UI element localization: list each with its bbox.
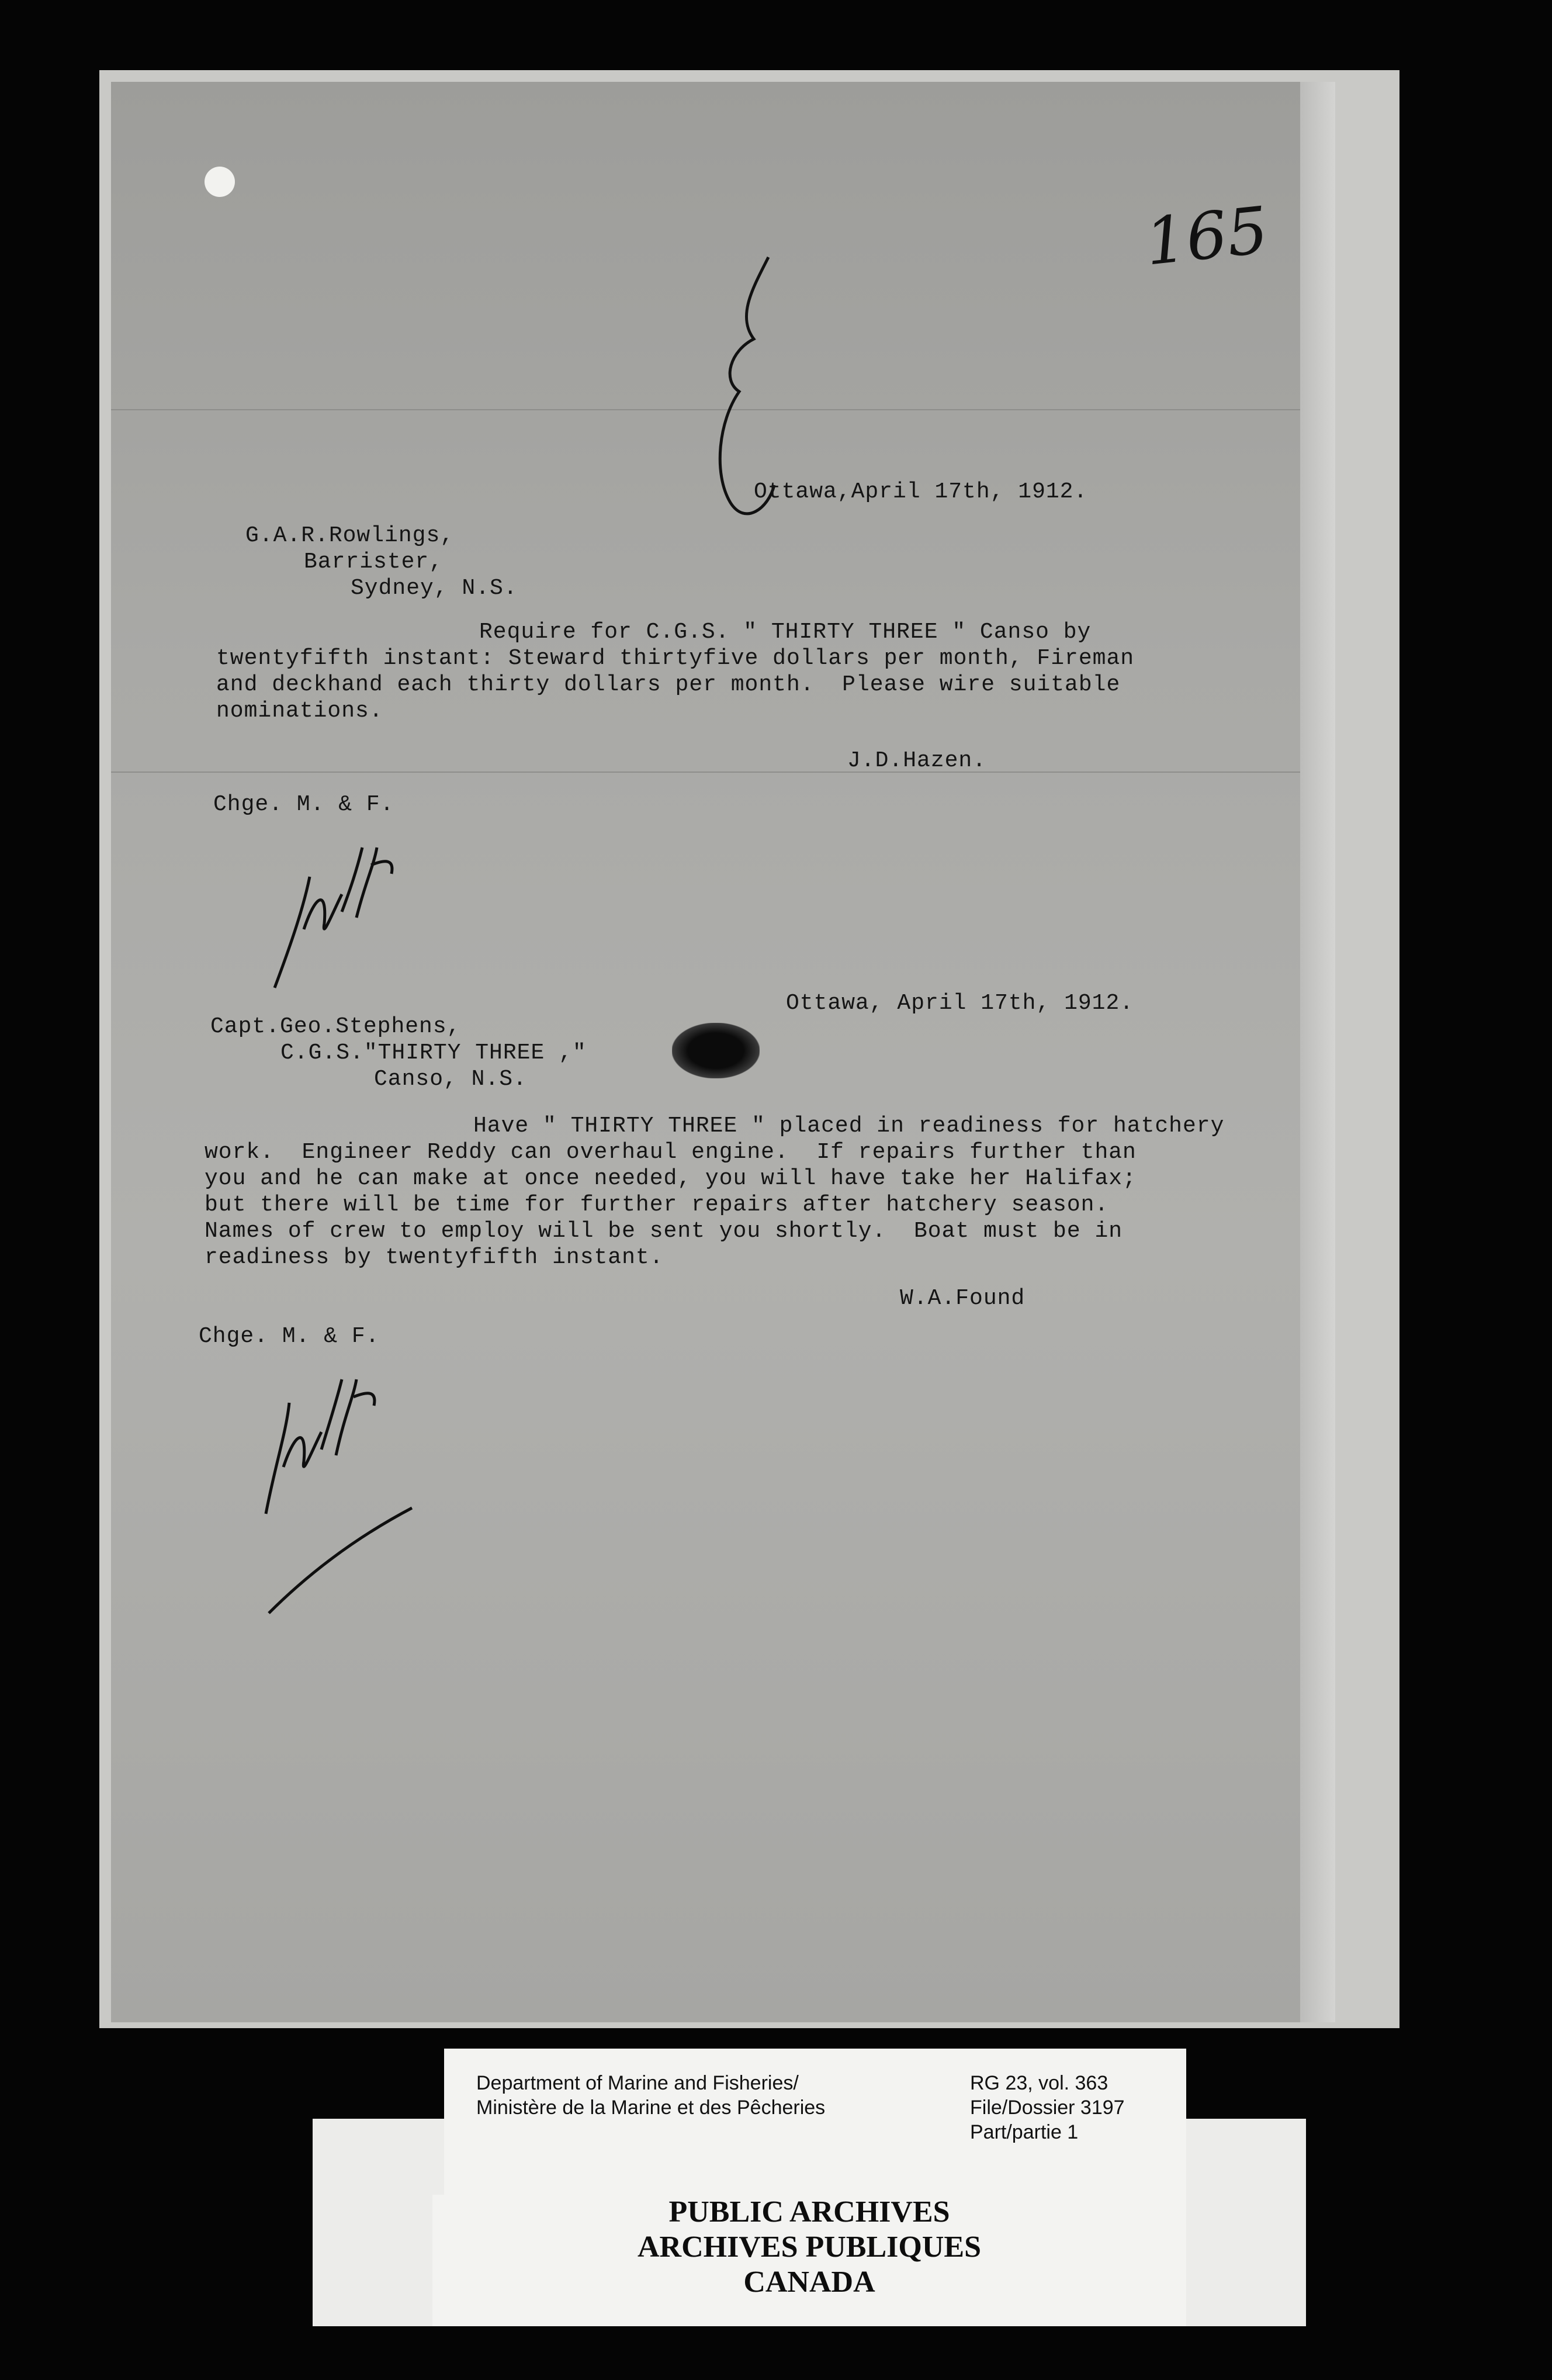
letter2-body-line: you and he can make at once needed, you will have take her Halifax; xyxy=(205,1166,1137,1191)
folio-number: 165 xyxy=(1141,192,1272,280)
letter1-signature: J.D.Hazen. xyxy=(847,748,987,773)
handwritten-initials xyxy=(269,824,421,999)
letter2-body-line: but there will be time for further repairs after hatchery season. xyxy=(205,1192,1109,1217)
letter1-address-line: Sydney, N.S. xyxy=(351,576,518,601)
document-page xyxy=(111,82,1300,2022)
letter1-body-line: and deckhand each thirty dollars per month. Please wire suitable xyxy=(216,672,1121,697)
letter2-signature: W.A.Found xyxy=(900,1286,1026,1311)
letter2-address-line: Canso, N.S. xyxy=(374,1067,527,1092)
letter1-charge: Chge. M. & F. xyxy=(213,792,394,817)
file-number: File/Dossier 3197 xyxy=(970,2097,1125,2119)
letter2-charge: Chge. M. & F. xyxy=(199,1324,380,1349)
letter2-body-line: readiness by twentyfifth instant. xyxy=(205,1245,664,1270)
letter2-body-line: work. Engineer Reddy can overhaul engine. If repairs further than xyxy=(205,1140,1137,1165)
department-name-en: Department of Marine and Fisheries/ xyxy=(476,2072,799,2094)
archives-stamp xyxy=(432,2195,1186,2326)
department-name-fr: Ministère de la Marine et des Pêcheries xyxy=(476,2097,826,2119)
record-group: RG 23, vol. 363 xyxy=(970,2072,1108,2094)
letter1-body-line: Require for C.G.S. " THIRTY THREE " Canso by xyxy=(479,620,1092,645)
letter1-address-line: G.A.R.Rowlings, xyxy=(245,523,455,548)
handwritten-initials xyxy=(257,1350,421,1631)
letter2-body-line: Names of crew to employ will be sent you shortly. Boat must be in xyxy=(205,1219,1123,1244)
letter1-address-line: Barrister, xyxy=(304,549,444,575)
punch-hole xyxy=(205,167,235,197)
stamp-line: ARCHIVES PUBLIQUES xyxy=(637,2230,982,2264)
letter1-place-date: Ottawa,April 17th, 1912. xyxy=(754,479,1088,504)
archive-reference-label xyxy=(444,2049,1186,2195)
stamp-line: PUBLIC ARCHIVES xyxy=(668,2195,950,2229)
letter2-address-line: Capt.Geo.Stephens, xyxy=(210,1014,461,1039)
fold-line xyxy=(111,772,1300,773)
fold-line xyxy=(111,409,1300,410)
letter1-body-line: nominations. xyxy=(216,698,383,724)
letter2-address-line: C.G.S."THIRTY THREE ," xyxy=(280,1040,587,1066)
letter2-place-date: Ottawa, April 17th, 1912. xyxy=(786,991,1134,1016)
ink-blot xyxy=(672,1023,760,1078)
part-number: Part/partie 1 xyxy=(970,2121,1079,2143)
letter1-body-line: twentyfifth instant: Steward thirtyfive dollars per month, Fireman xyxy=(216,646,1135,671)
stamp-line: CANADA xyxy=(743,2265,875,2299)
letter2-body-line: Have " THIRTY THREE " placed in readiness for hatchery xyxy=(473,1113,1225,1139)
